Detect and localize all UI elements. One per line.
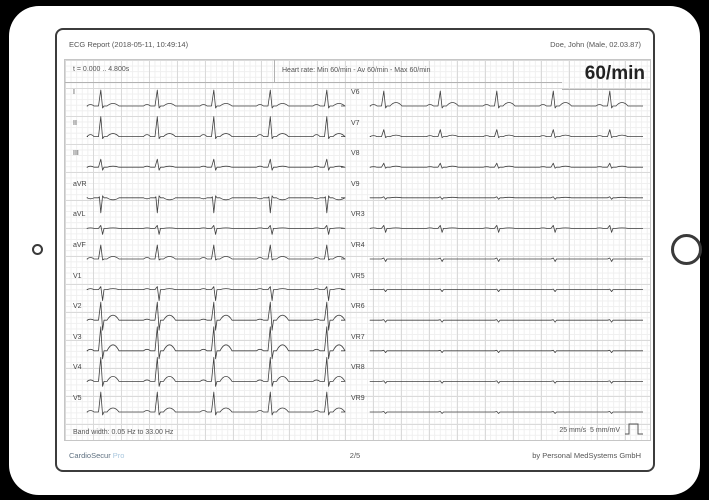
heart-rate-value: 60/min (562, 60, 650, 90)
lead-label-aVL: aVL (73, 211, 86, 219)
lead-trace-aVL (87, 225, 345, 234)
lead-trace-III (87, 159, 345, 170)
lead-label-VR4: VR4 (351, 242, 365, 249)
lead-label-V2: V2 (73, 303, 82, 311)
scale-group (559, 422, 644, 436)
lead-trace-V5 (87, 392, 345, 415)
lead-trace-VR3 (370, 225, 643, 232)
lead-trace-I (87, 90, 345, 108)
lead-label-V7: V7 (351, 119, 360, 127)
lead-label-VR6: VR6 (351, 303, 365, 311)
patient-info: Doe, John (Male, 02.03.87) (550, 40, 641, 49)
time-range-label: t = 0.000 .. 4.800s (73, 66, 130, 73)
lead-trace-aVF (87, 245, 345, 260)
brand-pro-label: Pro (112, 451, 125, 460)
lead-label-V1: V1 (73, 272, 82, 280)
lead-trace-V4 (87, 357, 345, 386)
lead-label-V4: V4 (73, 364, 82, 372)
lead-label-VR7: VR7 (351, 333, 365, 341)
ecg-traces (65, 60, 650, 440)
camera-icon (32, 244, 43, 255)
report-header (69, 40, 641, 52)
page-number: 2/5 (349, 451, 361, 460)
heart-rate-summary: Heart rate: Min 60/min - Av 60/min - Max 60/min (274, 60, 562, 82)
lead-trace-V2 (87, 302, 345, 330)
ecg-grid (64, 59, 651, 441)
lead-label-VR3: VR3 (351, 211, 365, 219)
lead-label-VR8: VR8 (351, 364, 365, 372)
lead-label-V6: V6 (351, 89, 360, 96)
scale-label: 25 mm/s 5 mm/mV (559, 427, 620, 434)
lead-trace-aVR (87, 196, 345, 213)
calibration-pulse-icon (625, 422, 644, 436)
tablet-body (9, 6, 700, 495)
lead-label-V5: V5 (73, 395, 82, 402)
lead-trace-V1 (87, 287, 345, 301)
lead-label-III: III (73, 150, 79, 158)
home-button[interactable] (671, 234, 702, 265)
lead-trace-VR5 (370, 289, 643, 292)
lead-trace-V6 (370, 91, 643, 108)
lead-trace-VR7 (370, 350, 643, 352)
page-footer (69, 448, 641, 460)
screen (55, 28, 655, 472)
report-title: ECG Report (2018-05-11, 10:49:14) (69, 40, 189, 49)
lead-trace-V8 (370, 163, 643, 168)
brand-label: CardioSecur Pro (69, 451, 125, 460)
vendor-label: by Personal MedSystems GmbH (532, 451, 641, 460)
lead-label-II: II (73, 119, 77, 127)
lead-label-I: I (73, 89, 75, 96)
lead-trace-II (87, 117, 345, 139)
band-width-label: Band width: 0.05 Hz to 33.00 Hz (73, 429, 174, 436)
lead-trace-V7 (370, 130, 643, 138)
lead-label-VR5: VR5 (351, 272, 365, 280)
lead-trace-V9 (370, 197, 643, 200)
lead-trace-VR4 (370, 258, 643, 262)
lead-label-aVR: aVR (73, 180, 87, 188)
lead-trace-VR6 (370, 320, 643, 323)
lead-trace-VR8 (370, 381, 643, 383)
lead-trace-V3 (87, 327, 345, 359)
lead-label-V3: V3 (73, 333, 82, 341)
lead-label-V8: V8 (351, 150, 360, 158)
lead-label-aVF: aVF (73, 242, 86, 249)
lead-label-V9: V9 (351, 180, 360, 188)
lead-label-VR9: VR9 (351, 395, 365, 402)
lead-trace-VR9 (370, 412, 643, 414)
